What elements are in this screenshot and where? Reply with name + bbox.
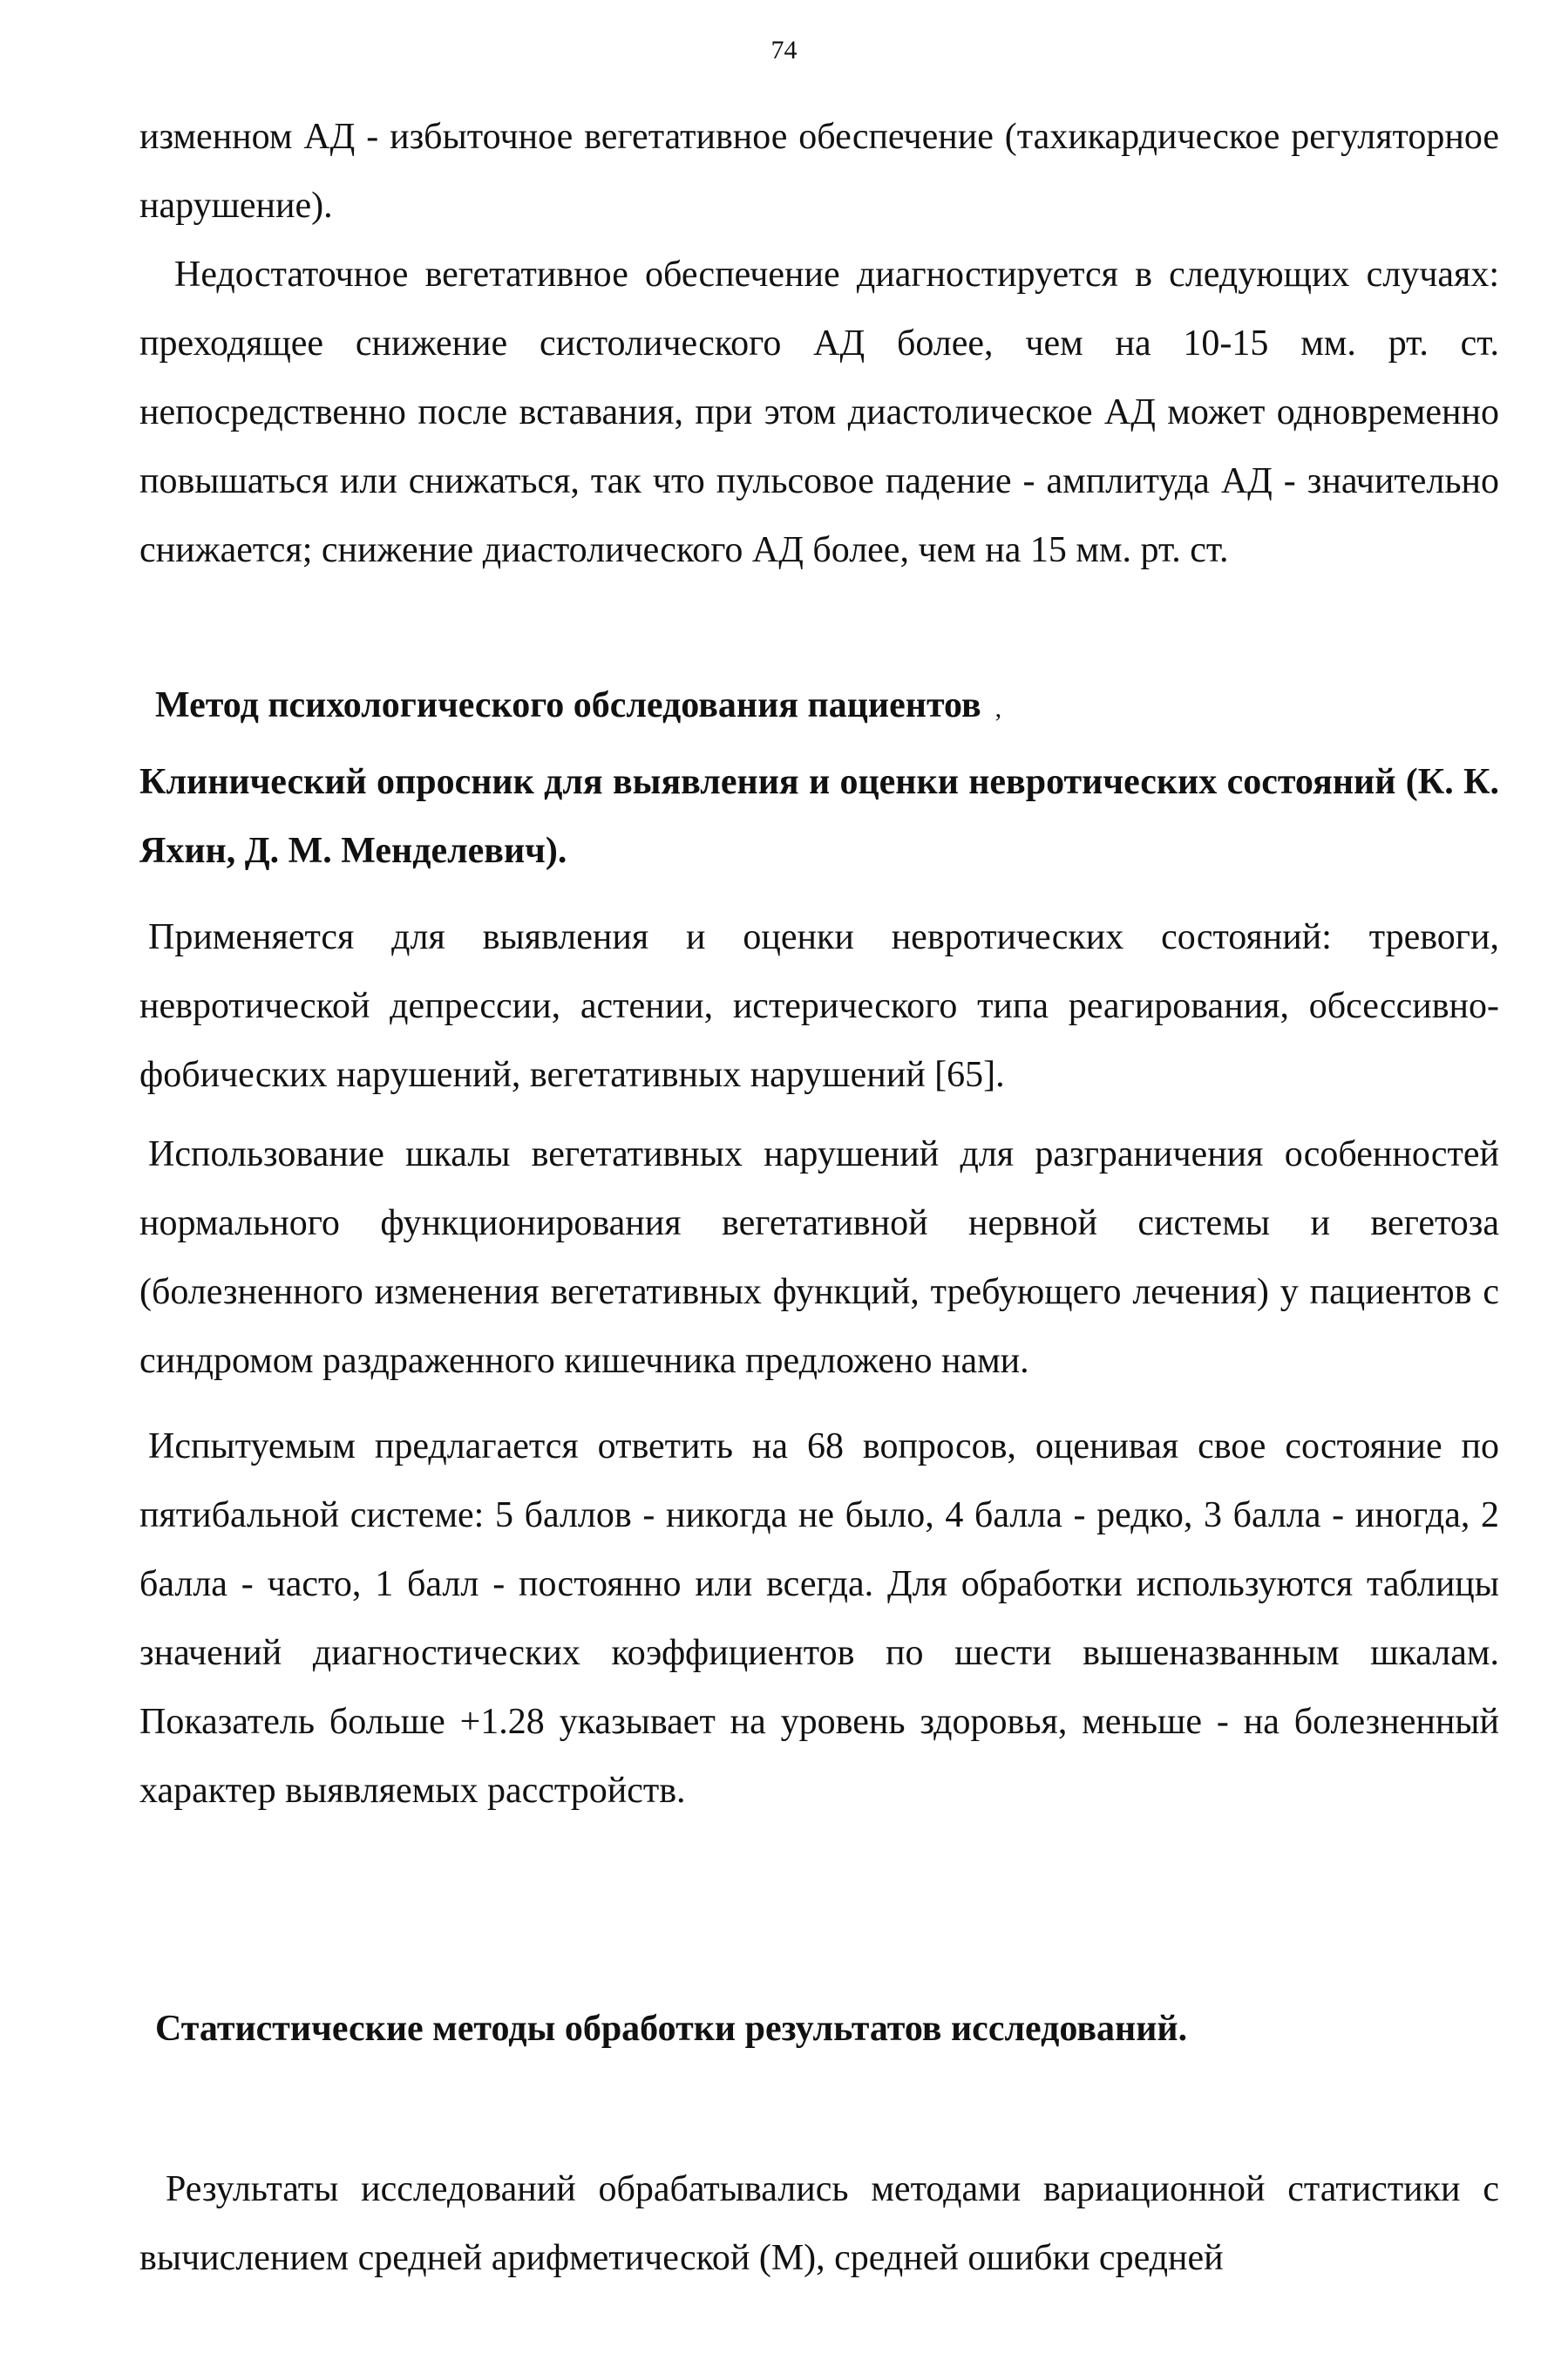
applied-paragraph: Применяется для выявления и оценки невротических состояний: тревоги, невротической депрессии, астении, истерического типа реагирования, обсессивно- фобических нарушений, вегетативных нарушений [65].	[139, 917, 1499, 1095]
results-paragraph: Результаты исследований обрабатывались методами вариационной статистики с вычислением средней арифметической (М), средней ошибки средней	[139, 2169, 1499, 2278]
usage-paragraph: Использование шкалы вегетативных нарушений для разграничения особенностей нормального функционирования вегетативной нервной системы и вегетоза (болезненного изменения вегетативных функций, требующего лечения) у пациентов с синдромом раздраженного кишечника предложено нами.	[139, 1134, 1499, 1381]
usage-block	[139, 1120, 1499, 1396]
method-heading	[155, 671, 1001, 743]
intro-paragraph: изменном АД - избыточное вегетативное обеспечение (тахикардическое регуляторное нарушение).	[139, 117, 1499, 226]
insufficient-block	[139, 241, 1499, 585]
page-number: 74	[770, 36, 798, 65]
insufficient-paragraph: Недостаточное вегетативное обеспечение диагностируется в следующих случаях: преходящее снижение систолического АД более, чем на 10-15 мм. рт. ст. непосредственно после вставания, при этом диастолическое АД может одновременно повышаться или снижаться, так что пульсовое падение - амплитуда АД - значительно снижается; снижение диастолического АД более, чем на 15 мм. рт. ст.	[139, 255, 1499, 570]
method-heading-mark: ,	[994, 694, 1002, 723]
intro-block	[139, 103, 1499, 241]
stats-heading: Статистические методы обработки результатов исследований.	[155, 2009, 1188, 2049]
questionnaire-heading: Клинический опросник для выявления и оценки невротических состояний (К. К. Яхин, Д. М. Менделевич).	[139, 762, 1499, 871]
results-block	[139, 2155, 1499, 2293]
subjects-paragraph: Испытуемым предлагается ответить на 68 вопросов, оценивая свое состояние по пятибальной системе: 5 баллов - никогда не было, 4 балла - редко, 3 балла - иногда, 2 балла - часто, 1 балл - постоянно или всегда. Для обработки используются таблицы значений диагностических коэффициентов по шести вышеназванным шкалам. Показатель больше +1.28 указывает на уровень здоровья, меньше - на болезненный характер выявляемых расстройств.	[139, 1426, 1499, 1811]
applied-block	[139, 903, 1499, 1110]
subjects-block	[139, 1412, 1499, 1826]
questionnaire-heading-block	[139, 748, 1499, 886]
method-heading-text: Метод психологического обследования пациентов	[155, 685, 981, 725]
